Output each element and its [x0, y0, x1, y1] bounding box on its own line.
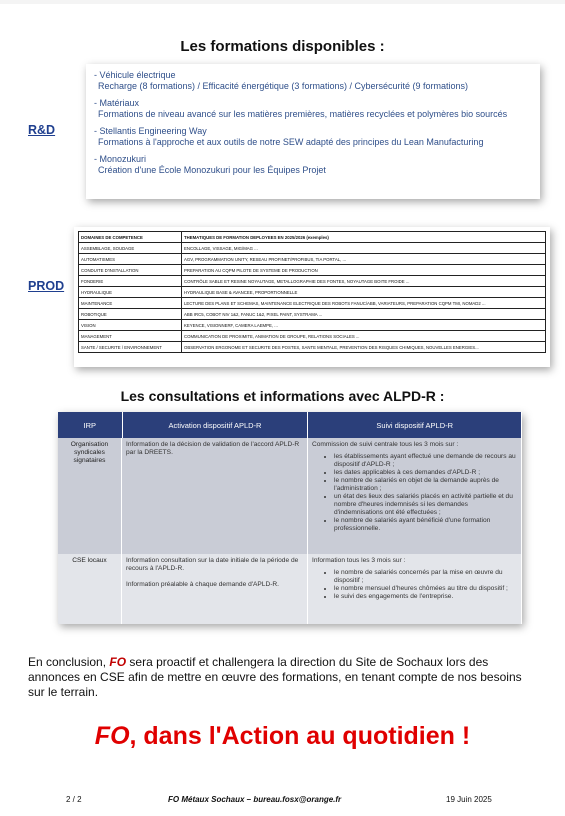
prod-card [74, 227, 550, 367]
suivi-intro: Commission de suivi centrale tous les 3 mois sur : [312, 441, 459, 448]
alpd-table [58, 412, 522, 624]
table-cell: HYDRAULIQUE [79, 287, 182, 298]
rd-item-title: - Matériaux [94, 98, 140, 108]
table-cell: MANAGEMENT [79, 331, 182, 342]
top-border [0, 0, 565, 4]
table-row [58, 554, 522, 624]
irp-cell: Organisation syndicales signataires [58, 438, 122, 554]
table-row [79, 276, 546, 287]
suivi-intro: Information tous les 3 mois sur : [312, 557, 406, 564]
footer-contact: FO Métaux Sochaux – bureau.fosx@orange.fr [168, 795, 342, 804]
activation-cell [122, 554, 308, 624]
table-cell: AGV, PROGRAMMATION UNITY, RESEAU PROFINET/PROFIBUS, TIA PORTAL, ... [182, 254, 546, 265]
table-cell: OBSERVATION ERGONOME ET SECURITE DES POSTES, SANTE MENTALE, PREVENTION DES RISQUES CHIMIQUES, NOUVELLES ENERGIES... [182, 342, 546, 353]
irp-cell: CSE locaux [58, 554, 122, 624]
table-row [79, 254, 546, 265]
table-cell: MAINTENANCE [79, 298, 182, 309]
table-cell: ASSEMBLAGE, SOUDAGE [79, 243, 182, 254]
table-cell: COMMUNICATION DE PROXIMITE, ANIMATION DE GROUPE, RELATIONS SOCIALES ... [182, 331, 546, 342]
table-row [79, 265, 546, 276]
table-row [79, 243, 546, 254]
table-row [79, 342, 546, 353]
table-cell: FONDERIE [79, 276, 182, 287]
table-row [79, 320, 546, 331]
table-cell: CONDUITE D'INSTALLATION [79, 265, 182, 276]
list-item: • les établissements ayant effectué une demande de recours au dispositif d'APLD-R ; [334, 453, 517, 469]
rd-item-desc: Création d'une École Monozukuri pour les Équipes Projet [98, 165, 326, 175]
alpd-table-header [58, 412, 522, 438]
rd-item [94, 70, 532, 92]
suivi-cell [308, 554, 522, 624]
activation-cell: Information de la décision de validation de l'accord APLD-R par la DREETS. [122, 438, 308, 554]
table-cell: PREPARATION AU CQPM PILOTE DE SYSTEME DE PRODUCTION [182, 265, 546, 276]
prod-table [78, 231, 546, 353]
table-row [79, 331, 546, 342]
list-item: • les dates applicables à ces demandes d'APLD-R ; [334, 469, 517, 477]
suivi-list [312, 569, 517, 601]
table-row [79, 298, 546, 309]
suivi-cell [308, 438, 522, 554]
prod-table-header [79, 232, 546, 243]
table-cell: HYDRAULIQUE BASE & AVANCEE, PROPORTIONNELLE [182, 287, 546, 298]
prod-label: PROD [28, 279, 65, 293]
table-cell: ENCOLLAGE, VISSAGE, MIG/MAG ... [182, 243, 546, 254]
table-cell: LECTURE DES PLANS ET SCHEMAS, MAINTENANCE ELECTRIQUE DES ROBOTS FANUC/ABB, VARIATEURS, PREPARATION CQPM TMI, NOMAD2 ... [182, 298, 546, 309]
header-cell: IRP [58, 412, 123, 438]
table-cell: CONTRÔLE SABLE ET RESINE NOYAUTAGE, METALLOGRAPHIE DES FONTES, NOYAUTAGE BOITE FROIDE ... [182, 276, 546, 287]
rd-item-desc: Formations à l'approche et aux outils de notre SEW adapté des principes du Lean Manufacturing [98, 137, 484, 147]
rd-card [86, 64, 540, 199]
page-number: 2 / 2 [66, 795, 82, 804]
table-cell: ABB IRC5, COBOT NIV 1&2, FANUC 1&2, PIXEL PAINT, SYSTRAMA ... [182, 309, 546, 320]
fo-emphasis: FO [109, 655, 127, 669]
header-cell: Suivi dispositif APLD-R [308, 412, 522, 438]
list-item: • le nombre de salariés en objet de la demande auprès de l'administration ; [334, 477, 517, 493]
slogan-text: , dans l'Action au quotidien ! [129, 722, 471, 750]
table-cell: AUTOMATISMES [79, 254, 182, 265]
activation-text: Information préalable à chaque demande d'APLD-R. [126, 581, 280, 588]
activation-text: Information consultation sur la date initiale de la période de recours à l'APLD-R. [126, 557, 299, 572]
list-item: • le nombre mensuel d'heures chômées au titre du dispositif ; [334, 585, 517, 593]
table-cell: VISION [79, 320, 182, 331]
conclusion-after: sera proactif et challengera la direction du Site de Sochaux lors des annonces en CSE afin de mettre en œuvre des formations, en tenant compte de nos besoins sur le terrain. [28, 655, 522, 699]
rd-item [94, 98, 532, 120]
conclusion-before: En conclusion, [28, 655, 110, 669]
suivi-list [312, 453, 517, 533]
formations-title: Les formations disponibles : [180, 38, 385, 55]
header-cell: DOMAINES DE COMPETENCE [79, 232, 182, 243]
rd-label: R&D [28, 123, 56, 137]
rd-item-desc: Formations de niveau avancé sur les matières premières, matières recyclées et polymères bio sourcés [98, 109, 508, 119]
rd-item-desc: Recharge (8 formations) / Efficacité énergétique (3 formations) / Cybersécurité (9 formations) [98, 81, 468, 91]
header-cell: Activation dispositif APLD-R [123, 412, 309, 438]
footer-date: 19 Juin 2025 [446, 795, 492, 804]
conclusion-paragraph [28, 655, 540, 700]
rd-item-title: - Monozukuri [94, 154, 147, 164]
list-item: • un état des lieux des salariés placés en activité partielle et du nombre d'heures indemnisés si les demandes d'indemnisations ont été effectuées ; [334, 493, 517, 517]
table-cell: KEYENCE, VISIONNERF, CAMERA LAEMPE, ... [182, 320, 546, 331]
list-item: • le nombre de salariés concernés par la mise en œuvre du dispositif ; [334, 569, 517, 585]
list-item: • le nombre de salariés ayant bénéficié d'une formation professionnelle. [334, 517, 517, 533]
table-cell: ROBOTIQUE [79, 309, 182, 320]
table-cell: SANTE / SECURITE / ENVIRONNEMENT [79, 342, 182, 353]
table-row [79, 309, 546, 320]
header-cell: THEMATIQUES DE FORMATION DEPLOYEES EN 2025/2026 (exemples) [182, 232, 546, 243]
list-item: • le suivi des engagements de l'entreprise. [334, 593, 517, 601]
alpd-title: Les consultations et informations avec ALPD-R : [120, 388, 445, 404]
rd-item-title: - Véhicule électrique [94, 70, 176, 80]
table-row [58, 438, 522, 554]
rd-item-title: - Stellantis Engineering Way [94, 126, 207, 136]
rd-item [94, 126, 532, 148]
slogan [0, 722, 565, 751]
table-row [79, 287, 546, 298]
rd-item [94, 154, 532, 176]
slogan-fo: FO [94, 722, 130, 750]
